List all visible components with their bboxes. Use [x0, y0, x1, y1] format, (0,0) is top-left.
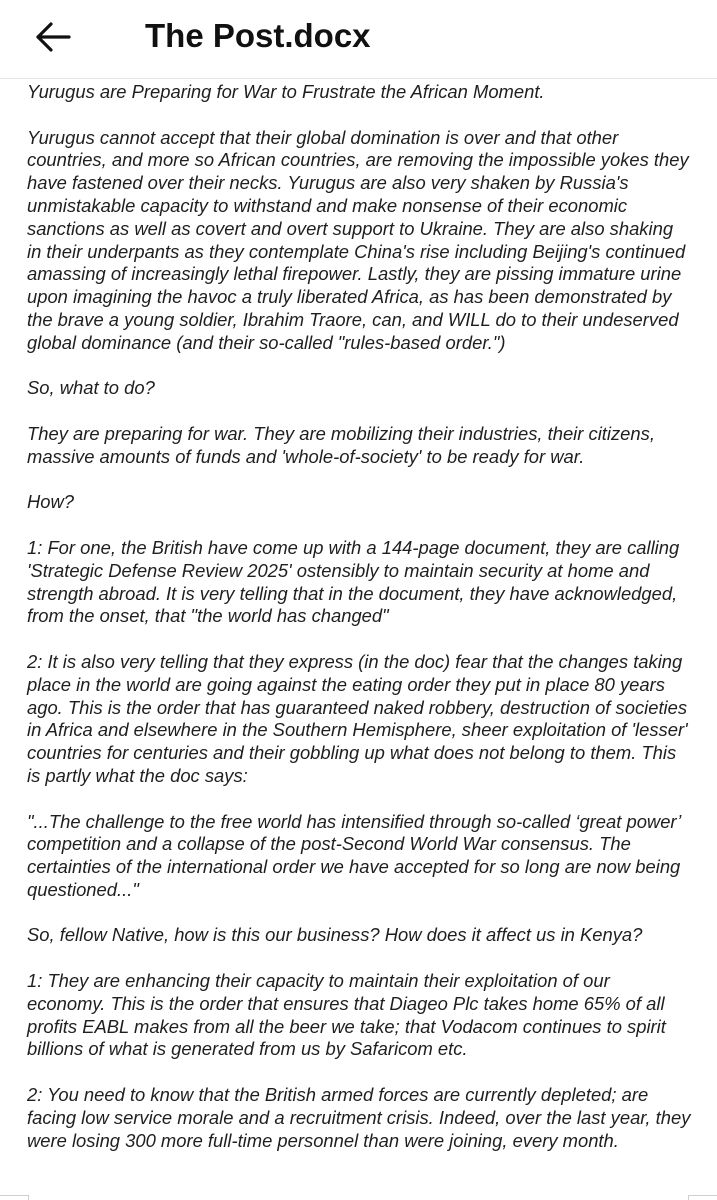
arrow-left-icon	[35, 22, 71, 52]
paragraph-quote: "...The challenge to the free world has intensified through so-called ‘great power’ competition and a collapse of the post-Second World War consensus. The certainties of the international order we have accepted for so long are now being questioned..."	[27, 810, 681, 900]
paragraph-kenya-question: So, fellow Native, how is this our business? How does it affect us in Kenya?	[27, 924, 643, 946]
back-button[interactable]	[30, 14, 76, 60]
document-title: The Post.docx	[145, 17, 371, 54]
paragraph-point-2: 2: It is also very telling that they express (in the doc) fear that the changes taking place in the world are going against the eating order they put in place 80 years ago. This is the order that has guaranteed naked robbery, destruction of societies in Africa and elsewhere in the Southern Hemisphere, sheer exploitation of 'lesser' countries for centuries and their gobbling up what does not belong to them. This is partly what the doc says:	[27, 650, 688, 786]
scroll-edge-right	[688, 1195, 717, 1200]
document-heading: Yurugus are Preparing for War to Frustrate the African Moment.	[27, 81, 545, 102]
app-header	[0, 0, 717, 79]
paragraph-question: So, what to do?	[27, 377, 155, 399]
document-body[interactable]	[27, 79, 691, 1175]
paragraph-point-1: 1: For one, the British have come up with a 144-page document, they are calling 'Strategic Defense Review 2025' ostensibly to maintain security at home and strength abroad. It is very telling that in the document, they have acknowledged, from the onset, that "the world has changed"	[27, 536, 680, 627]
scroll-edge-left	[0, 1195, 29, 1200]
paragraph-answer: They are preparing for war. They are mobilizing their industries, their citizens, massive amounts of funds and 'whole-of-society' to be ready for war.	[27, 422, 655, 467]
paragraph-kenya-point-1: 1: They are enhancing their capacity to maintain their exploitation of our economy. This is the order that ensures that Diageo Plc takes home 65% of all profits EABL makes from all the beer we take; that Vodacom continues to spirit billions of what is generated from us by Safaricom etc.	[27, 970, 666, 1060]
paragraph-how: How?	[27, 491, 75, 513]
paragraph-kenya-point-2: 2: You need to know that the British armed forces are currently depleted; are facing low service morale and a recruitment crisis. Indeed, over the last year, they were losing 300 more full-time personnel than were joining, every month.	[27, 1084, 691, 1151]
paragraph-intro: Yurugus cannot accept that their global domination is over and that other countries, and more so African countries, are removing the impossible yokes they have fastened over their necks. Yurugus are also very shaken by Russia's unmistakable capacity to withstand and make nonsense of their economic sanctions as well as covert and overt support to Ukraine. They are also shaking in their underpants as they contemplate China's rise including Beijing's continued amassing of increasingly lethal firepower. Lastly, they are pissing immature urine upon imagining the havoc a truly liberated Africa, as has been demonstrated by the brave a young soldier, Ibrahim Traore, can, and WILL do to their undeserved global dominance (and their so-called "rules-based order.")	[27, 126, 689, 353]
